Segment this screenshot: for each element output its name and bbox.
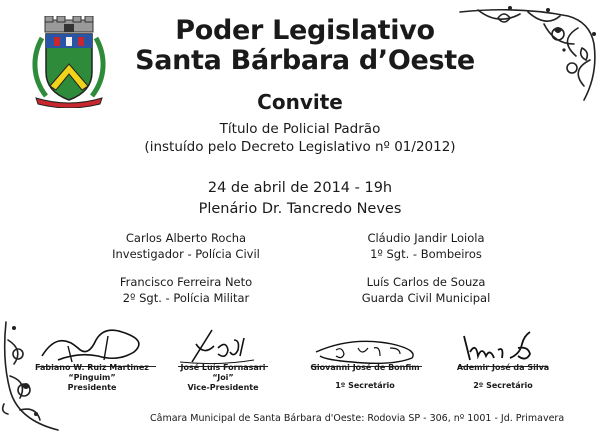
honoree-name: Carlos Alberto Rocha bbox=[125, 231, 247, 245]
honoree-name: Luís Carlos de Souza bbox=[366, 275, 486, 289]
institution-title: Poder Legislativo bbox=[175, 15, 435, 46]
honoree-role: 2º Sgt. - Polícia Militar bbox=[122, 291, 250, 305]
honoree-item bbox=[326, 230, 526, 262]
signature-4-icon bbox=[458, 328, 544, 366]
signature-2-icon bbox=[178, 326, 258, 366]
signature-1-icon bbox=[38, 322, 158, 366]
event-venue: Plenário Dr. Tancredo Neves bbox=[198, 201, 402, 217]
signatory-name: Giovanni José de Bonfim bbox=[310, 363, 420, 372]
signatory-role: 2º Secretário bbox=[473, 381, 533, 390]
honoree-name: Cláudio Jandir Loiola bbox=[367, 231, 485, 245]
honoree-item bbox=[86, 230, 286, 262]
signatory-name: Fabiano W. Ruiz Martinez bbox=[35, 363, 149, 372]
signatory-role: 1º Secretário bbox=[335, 381, 395, 390]
signature-3-icon bbox=[312, 338, 422, 366]
honoree-item bbox=[86, 274, 286, 306]
signatory-name: José Luís Fornasari bbox=[180, 363, 266, 372]
honoree-role: 1º Sgt. - Bombeiros bbox=[370, 247, 482, 261]
honoree-role: Guarda Civil Municipal bbox=[361, 291, 491, 305]
event-date: 24 de abril de 2014 - 19h bbox=[207, 180, 393, 196]
invitation-subtitle: Título de Policial Padrão bbox=[219, 121, 381, 137]
footer-address: Câmara Municipal de Santa Bárbara d'Oeste: Rodovia SP - 306, nº 1001 - Jd. Primavera bbox=[150, 413, 565, 424]
honoree-item bbox=[326, 274, 526, 306]
honoree-name: Francisco Ferreira Neto bbox=[119, 275, 253, 289]
signatory-role: Vice-Presidente bbox=[187, 383, 259, 392]
signatory-nickname: “Pinguim” bbox=[68, 373, 116, 382]
invitation-decree: (instuído pelo Decreto Legislativo nº 01/2012) bbox=[144, 139, 456, 155]
signatory-role: Presidente bbox=[67, 383, 117, 392]
invitation-title: Convite bbox=[257, 90, 343, 114]
signatory-nickname: “Joi” bbox=[212, 373, 234, 382]
city-title: Santa Bárbara d’Oeste bbox=[135, 45, 475, 76]
honoree-role: Investigador - Polícia Civil bbox=[112, 247, 260, 261]
signatory-name: Ademir José da Silva bbox=[456, 363, 550, 372]
coat-of-arms-icon bbox=[30, 16, 108, 108]
